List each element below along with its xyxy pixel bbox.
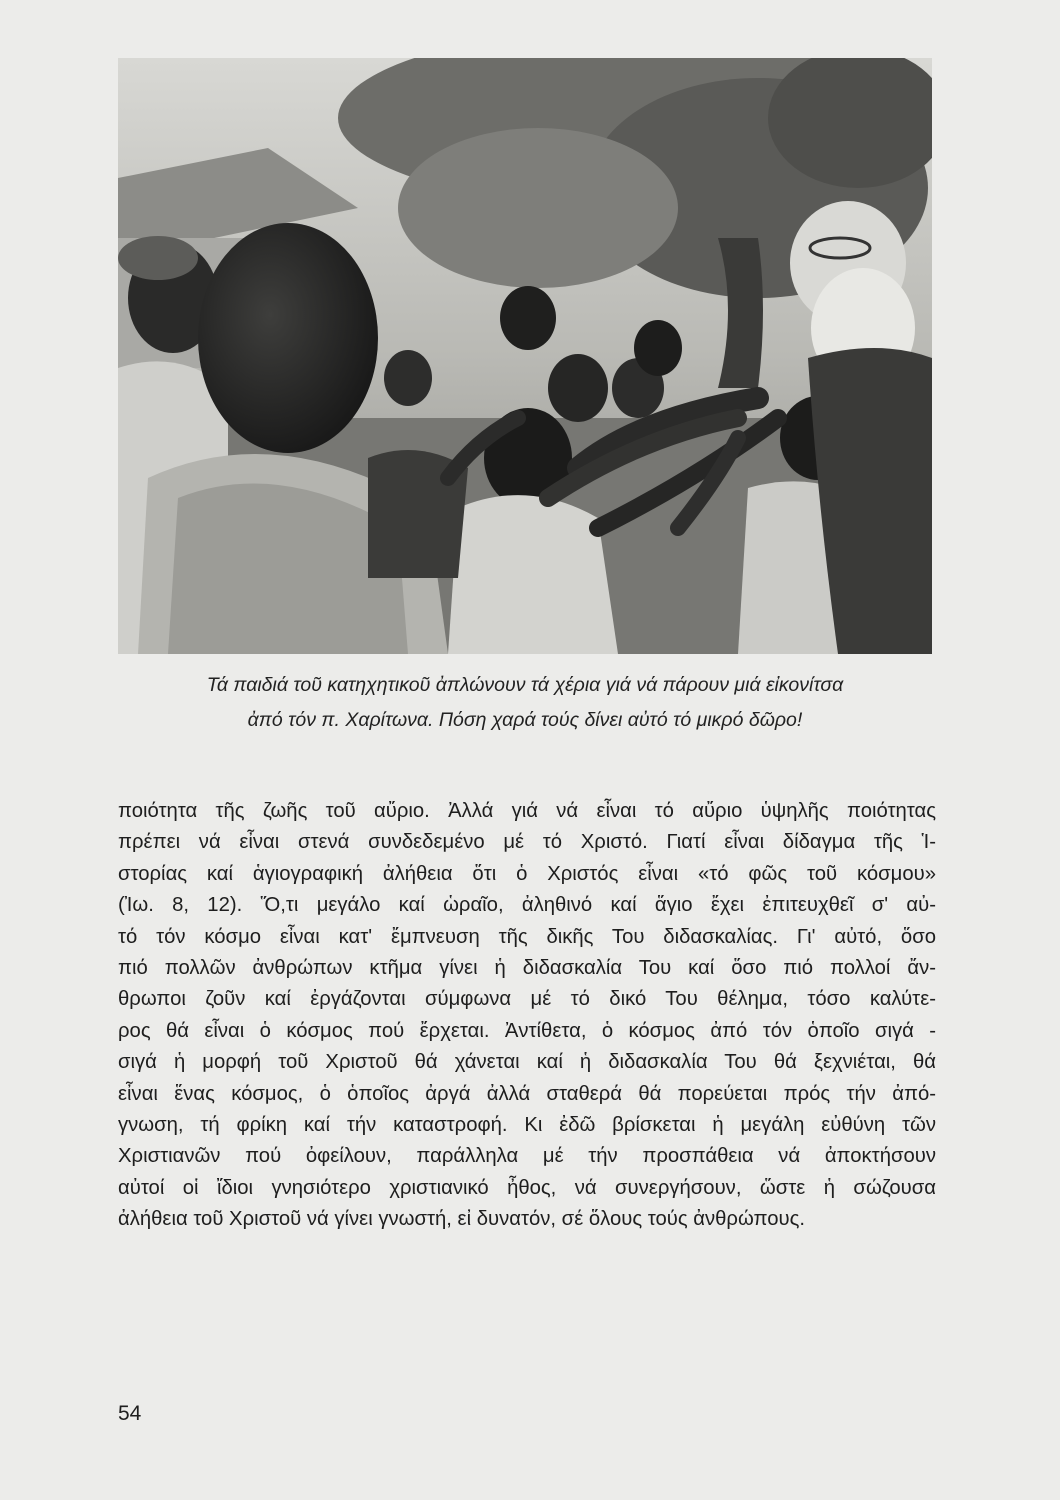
photograph — [118, 58, 932, 654]
body-line: πιό πολλῶν ἀνθρώπων κτῆμα γίνει ἡ διδασκαλία Του καί ὅσο πιό πολλοί ἄν- — [118, 957, 936, 980]
body-line: (Ἰω. 8, 12). Ὅ,τι μεγάλο καί ὡραῖο, ἀληθινό καί ἅγιο ἔχει ἐπιτευχθεῖ σ' αὐ- — [118, 894, 936, 917]
body-line: στορίας καί ἁγιογραφική ἀλήθεια ὅτι ὁ Χριστός εἶναι «τό φῶς τοῦ κόσμου» — [118, 862, 936, 885]
photo-caption — [118, 668, 932, 738]
body-line: ρος θά εἶναι ὁ κόσμος πού ἔρχεται. Ἀντίθετα, ὁ κόσμος ἀπό τόν ὁποῖο σιγά - — [118, 1019, 936, 1042]
body-line: σιγά ἡ μορφή τοῦ Χριστοῦ θά χάνεται καί ἡ διδασκαλία Του θά ξεχνιέται, θά — [118, 1051, 936, 1074]
caption-line-1: Τά παιδιά τοῦ κατηχητικοῦ ἀπλώνουν τά χέρια γιά νά πάρουν μιά εἰκονίτσα — [206, 674, 844, 696]
body-paragraph — [118, 796, 936, 1236]
body-line: τό τόν κόσμο εἶναι κατ' ἔμπνευση τῆς δικῆς Του διδασκαλίας. Γι' αὐτό, ὅσο — [118, 925, 936, 948]
body-line: θρωποι ζοῦν καί ἐργάζονται σύμφωνα μέ τό δικό Του θέλημα, τόσο καλύτε- — [118, 988, 936, 1011]
body-line: πρέπει νά εἶναι στενά συνδεδεμένο μέ τό Χριστό. Γιατί εἶναι δίδαγμα τῆς Ἱ- — [118, 831, 936, 854]
caption-line-2: ἀπό τόν π. Χαρίτωνα. Πόση χαρά τούς δίνει αὐτό τό μικρό δῶρο! — [247, 709, 803, 731]
body-line: αὐτοί οἱ ἴδιοι γνησιότερο χριστιανικό ἦθος, νά συνεργήσουν, ὥστε ἡ σώζουσα — [118, 1176, 936, 1199]
page-number: 54 — [118, 1402, 142, 1425]
body-line: Χριστιανῶν πού ὀφείλουν, παράλληλα μέ τήν προσπάθεια νά ἀποκτήσουν — [118, 1145, 936, 1168]
body-line: ποιότητα τῆς ζωῆς τοῦ αὔριο. Ἀλλά γιά νά εἶναι τό αὔριο ὑψηλῆς ποιότητας — [118, 800, 936, 822]
body-line: ἀλήθεια τοῦ Χριστοῦ νά γίνει γνωστή, εἰ δυνατόν, σέ ὅλους τούς ἀνθρώπους. — [118, 1208, 805, 1231]
body-line: εἶναι ἕνας κόσμος, ὁ ὁποῖος ἀργά ἀλλά σταθερά θά πορεύεται πρός τήν ἀπό- — [118, 1082, 936, 1105]
body-line: γνωση, τή φρίκη καί τήν καταστροφή. Κι ἐδῶ βρίσκεται ἡ μεγάλη εὐθύνη τῶν — [118, 1114, 936, 1137]
